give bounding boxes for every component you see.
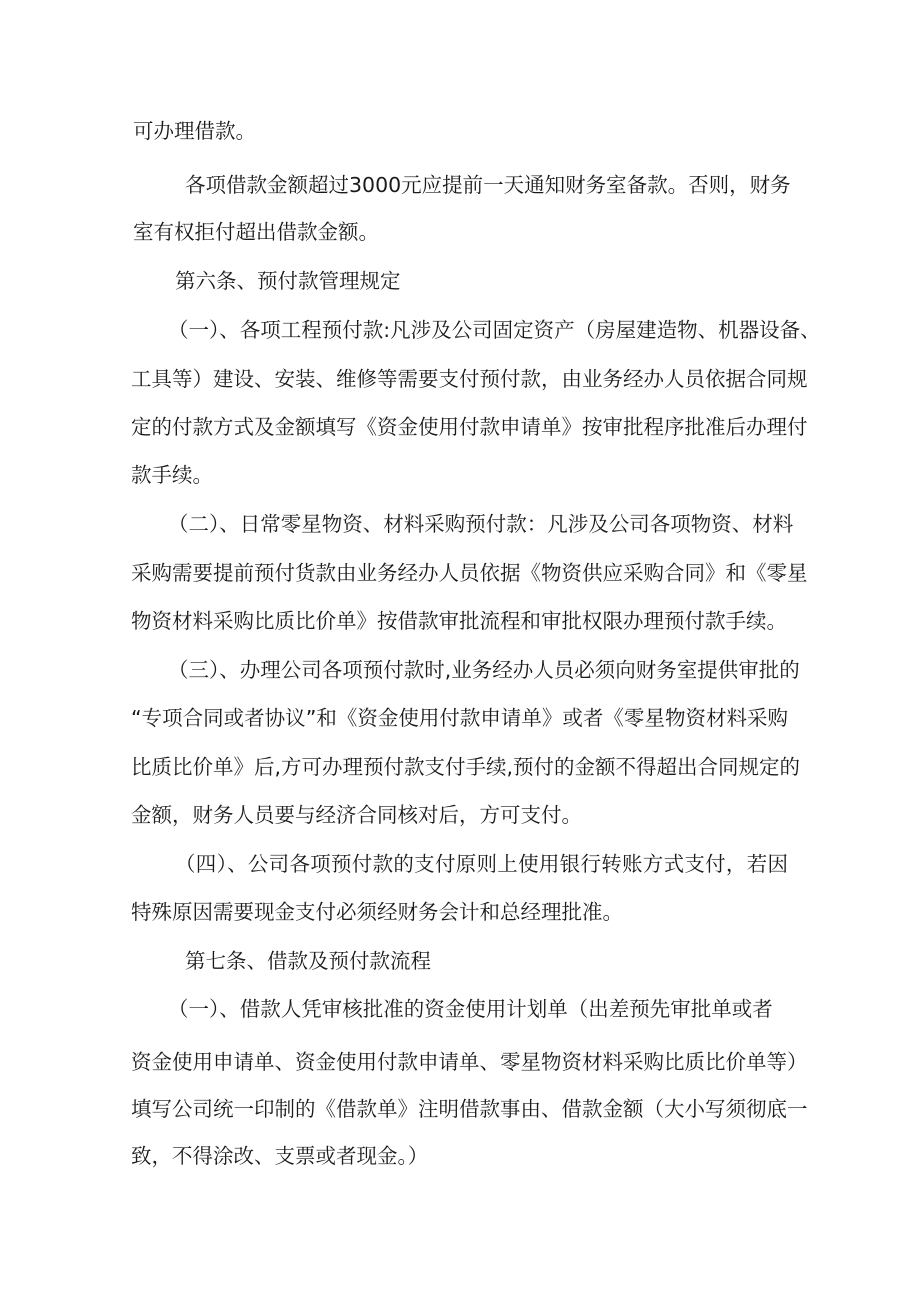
text-line: 填写公司统一印制的《借款单》注明借款事由、借款金额（大小写须彻底一 (131, 1097, 808, 1121)
text-line: 室有权拒付超出借款金额。 (133, 220, 379, 244)
text-line: 款手续。 (131, 463, 213, 487)
text-line: 比质比价单》后,方可办理预付款支付手续,预付的金额不得超出合同规定的 (131, 755, 801, 779)
section-heading: 第六条、预付款管理规定 (175, 269, 401, 293)
text-line: 采购需要提前预付货款由业务经办人员依据《物资供应采购合同》和《零星 (131, 561, 808, 585)
text-line: （二）、日常零星物资、材料采购预付款：凡涉及公司各项物资、材料 (168, 512, 794, 536)
text-line: 可办理借款。 (133, 119, 256, 143)
text-line: 致，不得涂改、支票或者现金。） (131, 1144, 429, 1168)
text-line: 金额，财务人员要与经济合同核对后，方可支付。 (131, 803, 582, 827)
section-heading: 第七条、借款及预付款流程 (185, 949, 431, 973)
text-line: （三）、办理公司各项预付款时,业务经办人员必须向财务室提供审批的 (168, 658, 800, 682)
text-line: （一）、借款人凭审核批准的资金使用计划单（出差预先审批单或者 (168, 997, 773, 1021)
text-line: 资金使用申请单、资金使用付款申请单、零星物资材料采购比质比价单等） (131, 1050, 808, 1074)
text-line: （一）、各项工程预付款:凡涉及公司固定资产（房屋建造物、机器设备、 (168, 318, 821, 342)
text-line: 物资材料采购比质比价单》按借款审批流程和审批权限办理预付款手续。 (131, 609, 787, 633)
text-line: “专项合同或者协议”和《资金使用付款申请单》或者《零星物资材料采购 (131, 706, 788, 730)
text-line: 各项借款金额超过3000元应提前一天通知财务室备款。否则，财务 (185, 173, 791, 197)
text-line: 定的付款方式及金额填写《资金使用付款申请单》按审批程序批准后办理付 (131, 415, 808, 439)
text-line: 工具等）建设、安装、维修等需要支付预付款，由业务经办人员依据合同规 (131, 367, 808, 391)
text-line: （四）、公司各项预付款的支付原则上使用银行转账方式支付，若因 (175, 852, 788, 876)
text-line: 特殊原因需要现金支付必须经财务会计和总经理批准。 (131, 900, 623, 924)
